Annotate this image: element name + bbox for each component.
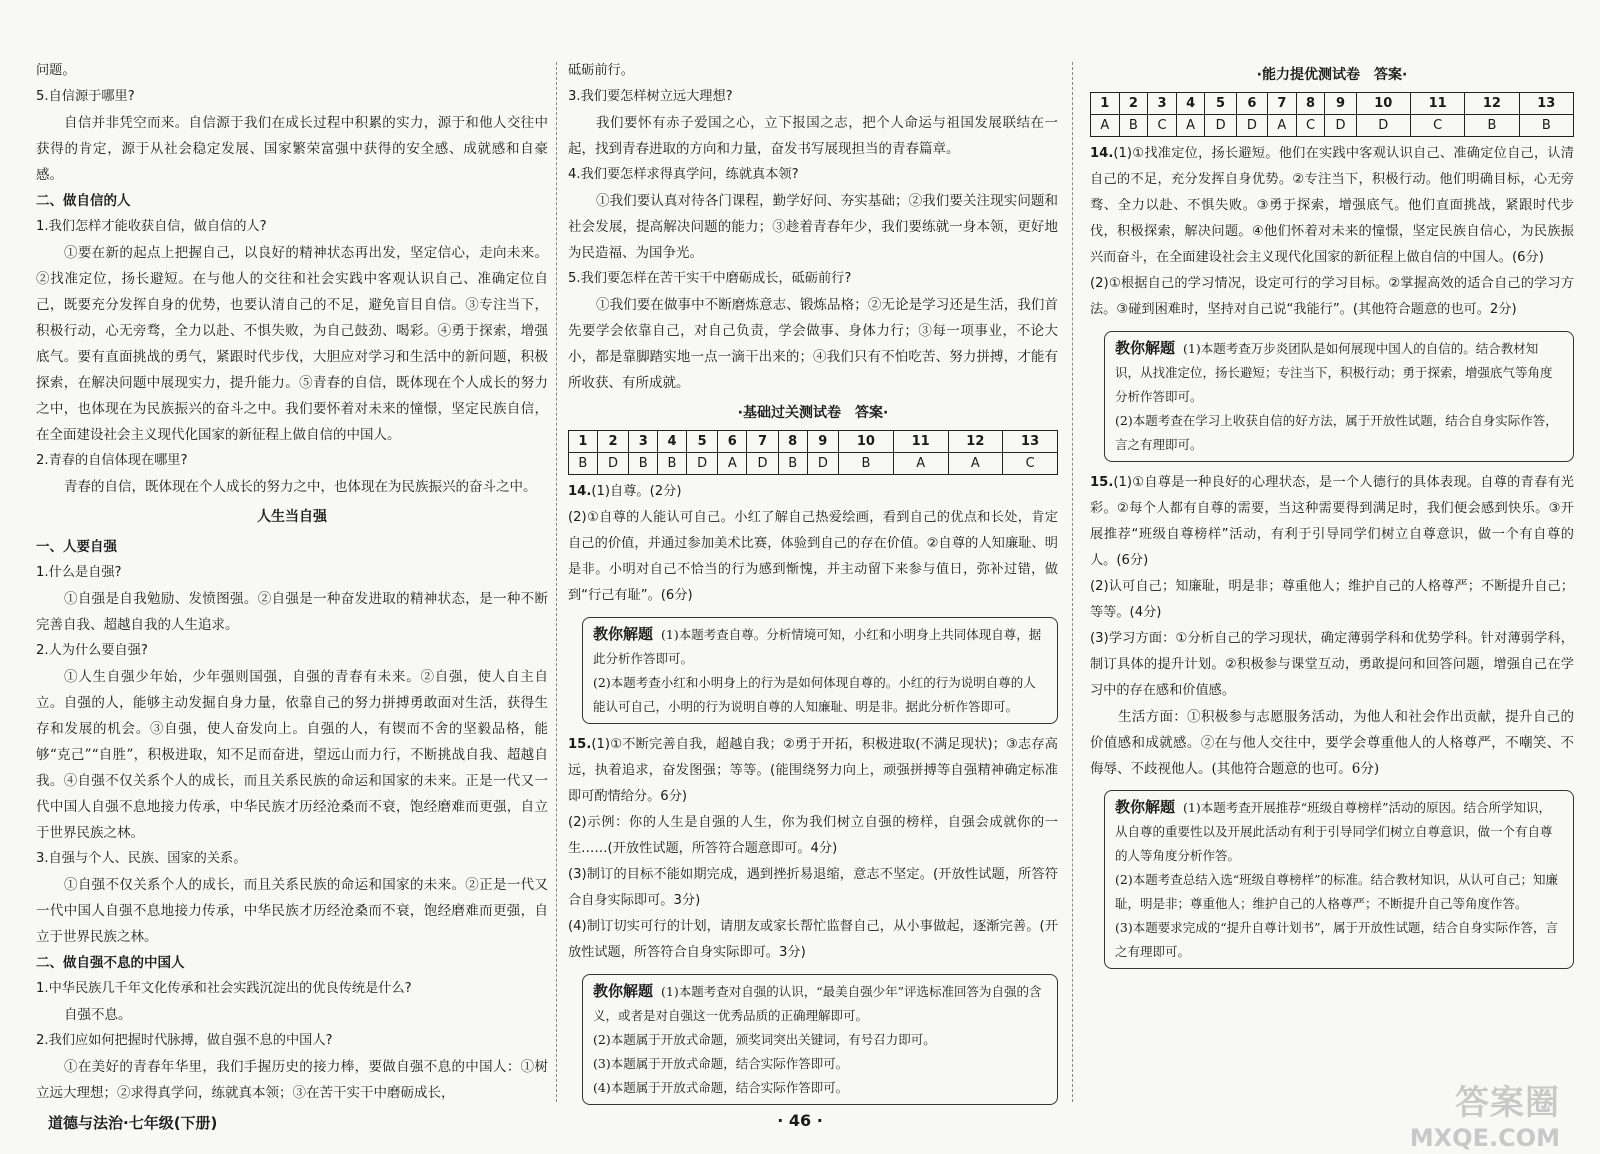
solution-note-line bbox=[593, 671, 1047, 719]
answer-key-table bbox=[1090, 92, 1574, 137]
solution-note-text: (2)本题属于开放式命题，颁奖词突出关键词，有号召力即可。 bbox=[593, 1032, 936, 1047]
answer-choice: D bbox=[1236, 115, 1267, 137]
solution-note-box bbox=[582, 974, 1058, 1105]
question-text: 1.什么是自强? bbox=[36, 565, 122, 580]
question-number: 7 bbox=[1268, 93, 1297, 115]
answer-choice: C bbox=[1410, 115, 1464, 137]
body-paragraph: ①自强不仅关系个人的成长，而且关系民族的命运和国家的未来。②正是一代又一代中国人自强不息地接力传承，中华民族才历经沧桑而不衰，饱经磨难而更强，自立于世界民族之林。 bbox=[36, 877, 548, 945]
answer-choice: D bbox=[1205, 115, 1236, 137]
answer-choice: A bbox=[1176, 115, 1205, 137]
section-title: ·基础过关测试卷 答案· bbox=[737, 405, 889, 421]
answer-choice: C bbox=[1296, 115, 1325, 137]
question-text: 2.我们应如何把握时代脉搏，做自强不息的中国人? bbox=[36, 1033, 333, 1048]
solution-note-line bbox=[593, 1076, 1047, 1100]
answer-paragraph: 14.(1)①找准定位，扬长避短。他们在实践中客观认识自己、准确定位自己，认清自己的不足，充分发挥自身优势。②专注当下，积极行动。他们明确目标，心无旁骛、全力以赴、不惧失败。③勇于探索，增强底气。他们直面挑战，紧跟时代步伐，积极探索，解决问题。④他们怀着对未来的憧憬，坚定民族自信心，为民族振兴而奋斗，在全面建设社会主义现代化国家的新征程上做自信的中国人。(6分) bbox=[1090, 146, 1574, 265]
answer-choice: C bbox=[1003, 453, 1058, 475]
question-number: 7 bbox=[747, 431, 779, 453]
question-number: 5 bbox=[1205, 93, 1236, 115]
answer-choice: B bbox=[658, 453, 687, 475]
solution-note-line bbox=[1115, 868, 1563, 916]
question-number: 3 bbox=[1148, 93, 1177, 115]
answer-key-table bbox=[568, 430, 1058, 475]
answer-choice: D bbox=[747, 453, 779, 475]
answer-choice: B bbox=[1119, 115, 1148, 137]
answer-choice: A bbox=[1268, 115, 1297, 137]
question-number: 4 bbox=[1176, 93, 1205, 115]
column-left bbox=[36, 58, 548, 1101]
answer-choice: D bbox=[1356, 115, 1410, 137]
body-paragraph: 生活方面：①积极参与志愿服务活动，为他人和社会作出贡献，提升自己的价值感和成就感。②在与他人交往中，要学会尊重他人的人格尊严，不嘲笑、不侮辱、不歧视他人。(其他符合题意的也可。6分) bbox=[1090, 709, 1574, 777]
watermark-logo: 答案圈 bbox=[1455, 1083, 1560, 1123]
body-paragraph: ①我们要在做事中不断磨炼意志、锻炼品格；②无论是学习还是生活，我们首先要学会依靠自己，对自己负责，学会做事、身体力行；③每一项事业，不论大小，都是靠脚踏实地一点一滴干出来的；④我们只有不怕吃苦、努力拼搏，才能有所收获、有所成就。 bbox=[568, 297, 1058, 391]
body-paragraph: 我们要怀有赤子爱国之心，立下报国之志，把个人命运与祖国发展联结在一起，找到青春进取的方向和力量，奋发书写展现担当的青春篇章。 bbox=[568, 115, 1058, 157]
answer-choice: B bbox=[629, 453, 658, 475]
question-number: 5 bbox=[686, 431, 718, 453]
question-number: 1 bbox=[1091, 93, 1120, 115]
answer-paragraph: (4)制订切实可行的计划，请朋友或家长帮忙监督自己，从小事做起，逐渐完善。(开放性试题，所答符合自身实际即可。3分) bbox=[568, 919, 1058, 960]
question-number: 3 bbox=[629, 431, 658, 453]
question-number: 6 bbox=[1236, 93, 1267, 115]
answer-choice: D bbox=[807, 453, 839, 475]
answer-choice: B bbox=[569, 453, 598, 475]
footer-subject: 道德与法治·七年级(下册) bbox=[48, 1114, 218, 1132]
answer-choice: D bbox=[597, 453, 629, 475]
body-paragraph: ①自强是自我勉励、发愤图强。②自强是一种奋发进取的精神状态，是一种不断完善自我、超越自我的人生追求。 bbox=[36, 591, 548, 633]
question-number: 9 bbox=[1325, 93, 1356, 115]
answer-paragraph: (3)学习方面：①分析自己的学习现状，确定薄弱学科和优势学科。针对薄弱学科，制订具体的提升计划。②积极参与课堂互动，勇敢提问和回答问题，增强自己在学习中的存在感和价值感。 bbox=[1090, 631, 1574, 698]
solution-note-line bbox=[1115, 409, 1563, 457]
solution-note-box bbox=[1104, 790, 1574, 969]
answer-choice: B bbox=[1519, 115, 1573, 137]
answer-paragraph: 14.(1)自尊。(2分) bbox=[568, 484, 682, 499]
column-divider bbox=[1072, 62, 1073, 1102]
answer-paragraph: (2)①根据自己的学习情况，设定可行的学习目标。②掌握高效的适合自己的学习方法。③碰到困难时，坚持对自己说“我能行”。(其他符合题意的也可。2分) bbox=[1090, 276, 1574, 317]
question-number: 12 bbox=[948, 431, 1003, 453]
question-number: 8 bbox=[778, 431, 807, 453]
question-number: 1 bbox=[569, 431, 598, 453]
solution-note-line bbox=[1115, 795, 1563, 868]
body-paragraph: ①要在新的起点上把握自己，以良好的精神状态再出发，坚定信心，走向未来。②找准定位，扬长避短。在与他人的交往和社会实践中客观认识自己、准确定位自己，既要充分发挥自身的优势，也要认清自己的不足，避免盲目自信。③专注当下，积极行动，心无旁骛，全力以赴、不惧失败，为自己鼓劲、喝彩。④勇于探索，增强底气。要有直面挑战的勇气，紧跟时代步伐，大胆应对学习和生活中的新问题，积极探索，在解决问题中展现实力，提升能力。⑤青春的自信，既体现在个人成长的努力之中，也体现在为民族振兴的奋斗之中。我们要怀着对未来的憧憬，坚定民族自信，在全面建设社会主义现代化国家的新征程上做自信的中国人。 bbox=[36, 245, 548, 443]
question-number: 10 bbox=[1356, 93, 1410, 115]
question-number: 2 bbox=[597, 431, 629, 453]
question-text: 3.自强与个人、民族、国家的关系。 bbox=[36, 851, 247, 866]
answer-paragraph: (2)示例：你的人生是自强的人生，你为我们树立自强的榜样，自强会成就你的一生……(开放性试题，所答符合题意即可。4分) bbox=[568, 815, 1058, 856]
solution-note-text: (1)本题考查对自强的认识，“最美自强少年”评选标准回答为自强的含义，或者是对自强这一优秀品质的正确理解即可。 bbox=[593, 984, 1042, 1023]
answer-choice: B bbox=[1465, 115, 1519, 137]
section-heading: 一、人要自强 bbox=[36, 539, 117, 555]
answer-choice: C bbox=[1148, 115, 1177, 137]
box-title: 教你解题 bbox=[593, 982, 654, 1000]
question-number: 6 bbox=[718, 431, 747, 453]
section-title: ·能力提优测试卷 答案· bbox=[1256, 67, 1408, 83]
question-number: 4 bbox=[658, 431, 687, 453]
solution-note-text: (4)本题属于开放式命题，结合实际作答即可。 bbox=[593, 1080, 849, 1095]
watermark-url: MXQE.COM bbox=[1409, 1124, 1560, 1152]
page-number: · 46 · bbox=[777, 1111, 823, 1130]
section-title: 人生当自强 bbox=[257, 509, 327, 525]
question-text: 1.中华民族几千年文化传承和社会实践沉淀出的优良传统是什么? bbox=[36, 981, 412, 996]
question-number: 13 bbox=[1519, 93, 1573, 115]
question-number: 11 bbox=[1410, 93, 1464, 115]
box-title: 教你解题 bbox=[1115, 339, 1176, 357]
answer-paragraph: (3)制订的目标不能如期完成，遇到挫折易退缩，意志不坚定。(开放性试题，所答符合自身实际即可。3分) bbox=[568, 867, 1058, 908]
answer-paragraph: (2)①自尊的人能认可自己。小红了解自己热爱绘画，看到自己的优点和长处，肯定自己的价值，并通过参加美术比赛，体验到自己的存在价值。②自尊的人知廉耻、明是非。小明对自己不恰当的行为感到惭愧，并主动留下来参与值日，弥补过错，做到“行己有耻”。(6分) bbox=[568, 510, 1058, 603]
box-title: 教你解题 bbox=[1115, 798, 1176, 816]
solution-note-text: (3)本题属于开放式命题，结合实际作答即可。 bbox=[593, 1056, 849, 1071]
solution-note-text: (1)本题考查万步炎团队是如何展现中国人的自信的。结合教材知识，从找准定位，扬长避短；专注当下，积极行动；勇于探索，增强底气等角度分析作答即可。 bbox=[1115, 341, 1553, 404]
answer-choice: B bbox=[778, 453, 807, 475]
answer-paragraph: 15.(1)①自尊是一种良好的心理状态，是一个人德行的具体表现。自尊的青春有光彩。②每个人都有自尊的需要，当这种需要得到满足时，我们便会感到快乐。③开展推荐“班级自尊榜样”活动，有利于引导同学们树立自尊意识，做一个有自尊的人。(6分) bbox=[1090, 475, 1574, 568]
question-text: 2.青春的自信体现在哪里? bbox=[36, 453, 188, 468]
column-divider bbox=[556, 62, 557, 1102]
column-right bbox=[1090, 58, 1574, 1078]
question-number: 11 bbox=[893, 431, 948, 453]
solution-note-text: (2)本题考查小红和小明身上的行为是如何体现自尊的。小红的行为说明自尊的人能认可自己，小明的行为说明自尊的人知廉耻、明是非。据此分析作答即可。 bbox=[593, 675, 1036, 714]
solution-note-box bbox=[582, 617, 1058, 724]
solution-note-text: (1)本题考查自尊。分析情境可知，小红和小明身上共同体现自尊，据此分析作答即可。 bbox=[593, 627, 1042, 666]
body-paragraph: ①人生自强少年始，少年强则国强，自强的青春有未来。②自强，使人自主自立。自强的人，能够主动发掘自身力量，依靠自己的努力拼搏勇敢面对生活，获得生存和发展的机会。③自强，使人奋发向上。自强的人，有锲而不舍的坚毅品格，能够“克己”“自胜”，积极进取，知不足而奋进，望远山而力行，不断挑战自我、超越自我。④自强不仅关系个人的成长，而且关系民族的命运和国家的未来。正是一代又一代中国人自强不息地接力传承，中华民族才历经沧桑而不衰，饱经磨难而更强，自立于世界民族之林。 bbox=[36, 669, 548, 841]
question-text: 2.人为什么要自强? bbox=[36, 643, 148, 658]
answer-choice: D bbox=[1325, 115, 1356, 137]
answer-choice: D bbox=[686, 453, 718, 475]
answer-paragraph: 15.(1)①不断完善自我，超越自我；②勇于开拓，积极进取(不满足现状)；③志存高远，执着追求，奋发图强；等等。(能围绕努力向上，顽强拼搏等自强精神确定标准即可酌情给分。6分) bbox=[568, 737, 1058, 804]
column-middle bbox=[568, 58, 1058, 1095]
question-text: 3.我们要怎样树立远大理想? bbox=[568, 89, 733, 104]
question-text: 砥砺前行。 bbox=[568, 63, 634, 78]
question-number: 13 bbox=[1003, 431, 1058, 453]
answer-choice: A bbox=[718, 453, 747, 475]
answer-choice: B bbox=[839, 453, 894, 475]
body-paragraph: 自信并非凭空而来。自信源于我们在成长过程中积累的实力，源于和他人交往中获得的肯定，源于从社会稳定发展、国家繁荣富强中获得的安全感、成就感和自豪感。 bbox=[36, 115, 548, 183]
solution-note-line bbox=[593, 622, 1047, 671]
answer-choice: A bbox=[893, 453, 948, 475]
body-paragraph: 自强不息。 bbox=[64, 1007, 132, 1023]
solution-note-line bbox=[1115, 336, 1563, 409]
solution-note-line bbox=[593, 979, 1047, 1028]
solution-note-text: (2)本题考查在学习上收获自信的好方法，属于开放性试题，结合自身实际作答，言之有理即可。 bbox=[1115, 413, 1558, 452]
solution-note-text: (3)本题要求完成的“提升自尊计划书”，属于开放性试题，结合自身实际作答，言之有理即可。 bbox=[1115, 920, 1558, 959]
question-text: 1.我们怎样才能收获自信，做自信的人? bbox=[36, 219, 267, 234]
question-number: 12 bbox=[1465, 93, 1519, 115]
answer-choice: A bbox=[948, 453, 1003, 475]
answer-choice: A bbox=[1091, 115, 1120, 137]
solution-note-text: (2)本题考查总结入选“班级自尊榜样”的标准。结合教材知识，从认可自己；知廉耻，明是非；尊重他人；维护自己的人格尊严；不断提升自己等角度作答。 bbox=[1115, 872, 1558, 911]
solution-note-line bbox=[593, 1028, 1047, 1052]
question-number: 9 bbox=[807, 431, 839, 453]
body-paragraph: 青春的自信，既体现在个人成长的努力之中，也体现在为民族振兴的奋斗之中。 bbox=[64, 479, 537, 495]
section-heading: 二、做自强不息的中国人 bbox=[36, 955, 185, 971]
question-number: 10 bbox=[839, 431, 894, 453]
question-text: 问题。 bbox=[36, 63, 76, 78]
solution-note-box bbox=[1104, 331, 1574, 462]
solution-note-text: (1)本题考查开展推荐“班级自尊榜样”活动的原因。结合所学知识，从自尊的重要性以及开展此活动有利于引导同学们树立自尊意识，做一个有自尊的人等角度分析作答。 bbox=[1115, 800, 1553, 863]
answer-paragraph: (2)认可自己；知廉耻，明是非；尊重他人；维护自己的人格尊严；不断提升自己；等等。(4分) bbox=[1090, 579, 1574, 620]
question-text: 5.自信源于哪里? bbox=[36, 89, 135, 104]
question-number: 2 bbox=[1119, 93, 1148, 115]
body-paragraph: ①在美好的青春年华里，我们手握历史的接力棒，要做自强不息的中国人：①树立远大理想；②求得真学问，练就真本领；③在苦干实干中磨砺成长， bbox=[36, 1059, 548, 1101]
body-paragraph: ①我们要认真对待各门课程，勤学好问、夯实基础；②我们要关注现实问题和社会发展，提高解决问题的能力；③趁着青春年少，我们要练就一身本领，更好地为民造福、为国争光。 bbox=[568, 193, 1058, 261]
solution-note-line bbox=[593, 1052, 1047, 1076]
section-heading: 二、做自信的人 bbox=[36, 193, 131, 209]
question-text: 5.我们要怎样在苦干实干中磨砺成长，砥砺前行? bbox=[568, 271, 852, 286]
question-text: 4.我们要怎样求得真学问，练就真本领? bbox=[568, 167, 799, 182]
box-title: 教你解题 bbox=[593, 625, 654, 643]
question-number: 8 bbox=[1296, 93, 1325, 115]
solution-note-line bbox=[1115, 916, 1563, 964]
